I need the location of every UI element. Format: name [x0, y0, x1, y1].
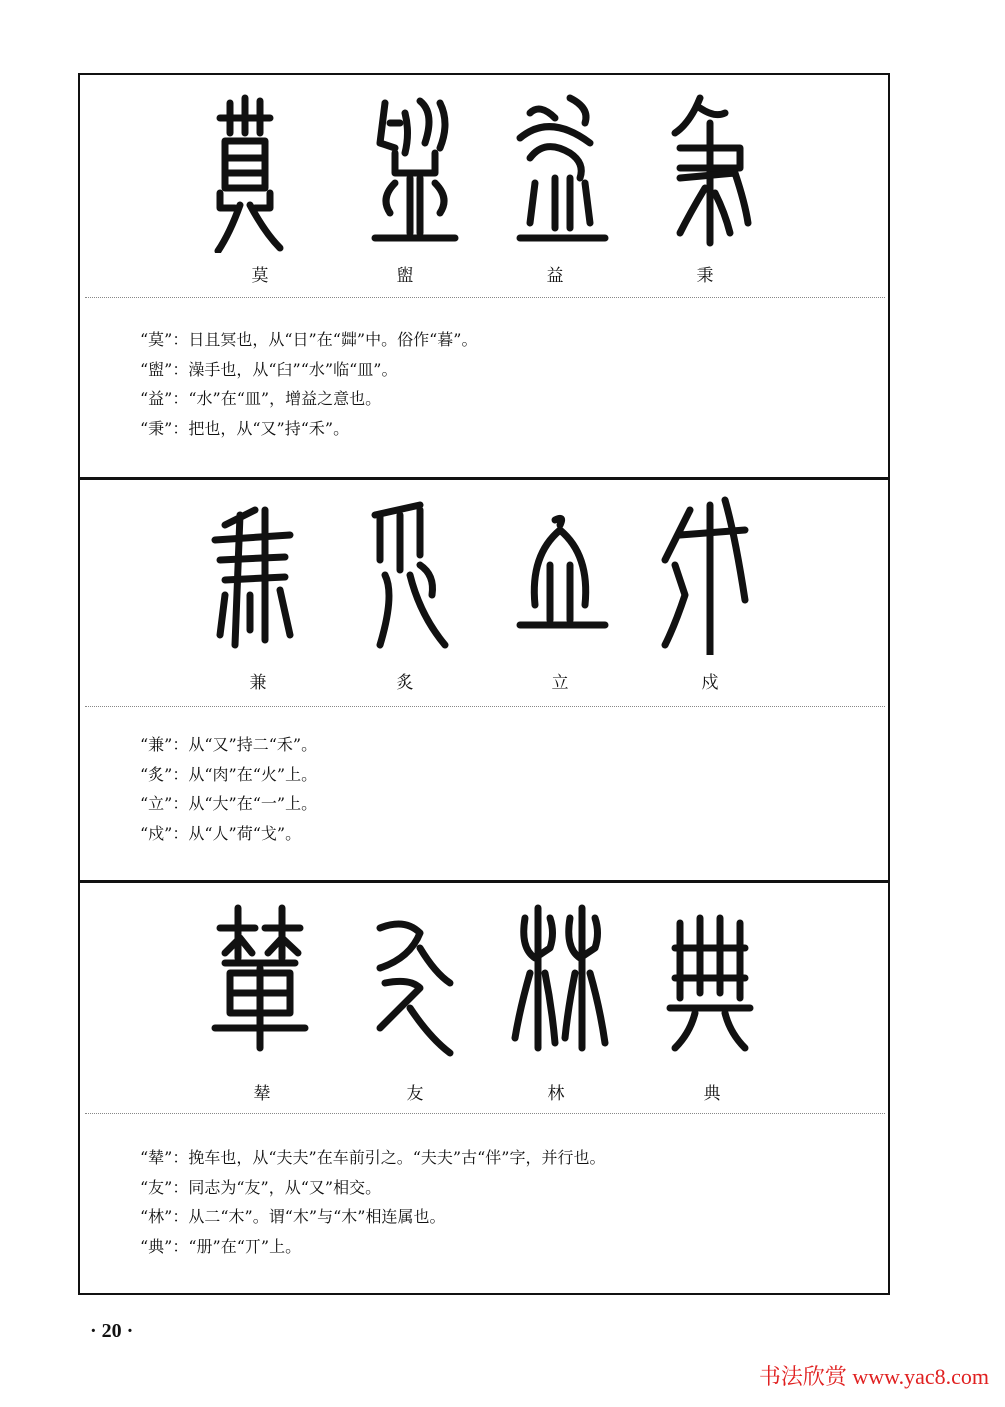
- seal-char-zhi: [360, 495, 460, 655]
- notes-3: [140, 1143, 605, 1261]
- char-label: 益: [546, 266, 564, 286]
- note-line: “辇”：挽车也，从“夫夫”在车前引之。“夫夫”古“伴”字，并行也。: [140, 1148, 606, 1167]
- seal-char-mu: [210, 93, 310, 253]
- char-label: 立: [551, 673, 569, 693]
- note-line: “炙”：从“肉”在“火”上。: [140, 764, 318, 784]
- seal-char-yi: [510, 93, 610, 253]
- dotted-divider: [85, 1113, 885, 1114]
- note-line: “莫”：日且冥也，从“日”在“茻”中。俗作“暮”。: [140, 330, 478, 349]
- section-1: [80, 75, 888, 480]
- dotted-divider: [85, 706, 885, 707]
- seal-row-3: [80, 898, 888, 1068]
- note-line: “林”：从二“木”。谓“木”与“木”相连属也。: [140, 1207, 446, 1226]
- seal-char-guan: [365, 93, 465, 253]
- char-label: 友: [406, 1084, 424, 1104]
- notes-2: [140, 730, 317, 848]
- char-label: 兼: [249, 673, 267, 693]
- seal-char-lin: [510, 898, 610, 1058]
- seal-row-2: [80, 495, 888, 665]
- char-label: 典: [703, 1084, 721, 1104]
- seal-char-bing: [660, 93, 760, 253]
- char-label: 盥: [396, 266, 414, 286]
- seal-char-li: [510, 495, 610, 655]
- char-label: 戍: [701, 673, 719, 693]
- note-line: “立”：从“大”在“一”上。: [140, 794, 318, 813]
- note-line: “戍”：从“人”荷“戈”。: [140, 823, 302, 843]
- seal-char-you: [360, 898, 460, 1058]
- note-line: “友”：同志为“友”，从“又”相交。: [140, 1177, 382, 1197]
- char-label: 林: [547, 1084, 565, 1104]
- note-line: “典”：“册”在“丌”上。: [140, 1236, 302, 1256]
- seal-char-nian: [210, 898, 310, 1058]
- page-frame: [78, 73, 890, 1295]
- section-3: [80, 883, 888, 1293]
- dotted-divider: [85, 297, 885, 298]
- section-2: [80, 480, 888, 880]
- page-number: · 20 ·: [90, 1320, 134, 1342]
- seal-char-dian: [660, 898, 760, 1058]
- notes-1: [140, 325, 477, 443]
- note-line: “益”：“水”在“皿”，增益之意也。: [140, 389, 382, 408]
- watermark: 书法欣赏 www.yac8.com: [758, 1364, 989, 1389]
- note-line: “兼”：从“又”持二“禾”。: [140, 735, 318, 754]
- seal-row-1: [80, 93, 888, 263]
- char-label: 莫: [251, 266, 269, 286]
- note-line: “盥”：澡手也，从“臼”“水”临“皿”。: [140, 359, 398, 379]
- seal-char-shu: [655, 495, 755, 655]
- note-line: “秉”：把也，从“又”持“禾”。: [140, 418, 350, 438]
- char-label: 炙: [396, 673, 414, 693]
- seal-char-jian: [205, 495, 305, 655]
- char-label: 秉: [696, 266, 714, 286]
- char-label: 辇: [253, 1084, 271, 1104]
